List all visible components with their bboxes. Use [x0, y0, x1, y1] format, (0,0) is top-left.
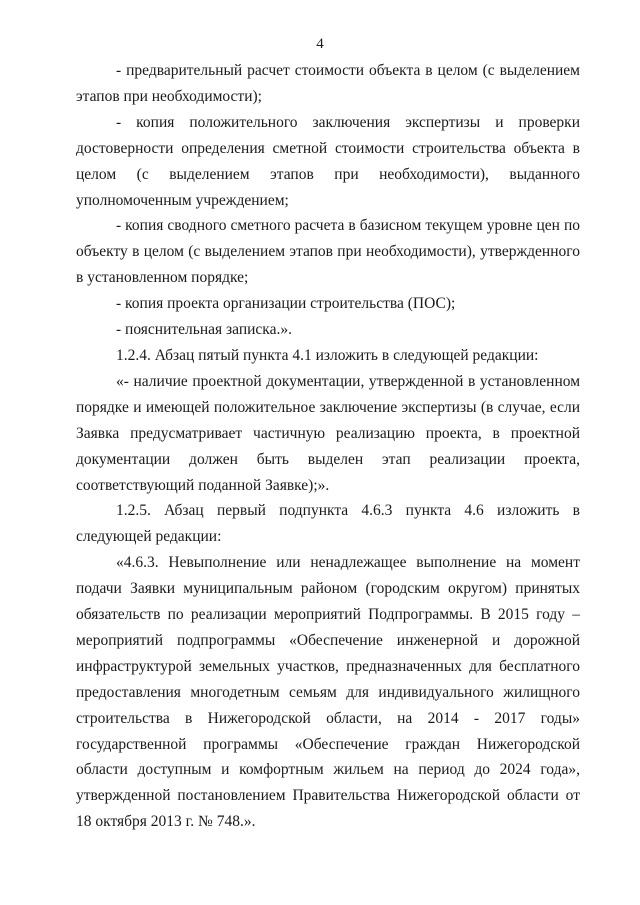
paragraph-pos-copy: - копия проекта организации строительства (ПОС);	[116, 295, 456, 313]
paragraph-cost-estimate: - предварительный расчет стоимости объекта в целом (с выделением этапов при необходимости);	[76, 62, 580, 105]
paragraph-expertise-copy: - копия положительного заключения экспертизы и проверки достоверности определения сметной стоимости строительства объекта в целом (с выделением этапов при необходимости), выданного уполномоченным учреждением;	[76, 113, 580, 209]
paragraph-amendment-1-2-4: 1.2.4. Абзац пятый пункта 4.1 изложить в следующей редакции:	[116, 346, 539, 364]
page-number: 4	[316, 36, 324, 52]
paragraph-4-6-3: «4.6.3. Невыполнение или ненадлежащее выполнение на момент подачи Заявки муниципальным районом (городским округом) принятых обязательств по реализации мероприятий Подпрограммы. В 2015 году – мероприятий подпрограммы «Обеспечение инженерной и дорожной инфраструктурой земельных участков, предназначенных для бесплатного предоставления многодетным семьям для индивидуального жилищного строительства в Нижегородской области, на 2014 - 2017 годы» государственной программы «Обеспечение граждан Нижегородской области доступным и комфортным жильем на период до 2024 года», утвержденной постановлением Правительства Нижегородской области от 18 октября 2013 г. № 748.».	[76, 554, 580, 831]
paragraph-explanatory-note: - пояснительная записка.».	[116, 321, 292, 339]
paragraph-project-documentation: «- наличие проектной документации, утвержденной в установленном порядке и имеющей положительное заключение экспертизы (в случае, если Заявка предусматривает частичную реализацию проекта, в проектной документации должен быть выделен этап реализации проекта, соответствующий поданной Заявке);».	[76, 372, 580, 494]
paragraph-summary-estimate-copy: - копия сводного сметного расчета в базисном текущем уровне цен по объекту в целом (с выделением этапов при необходимости), утвержденного в установленном порядке;	[76, 217, 580, 287]
paragraph-amendment-1-2-5: 1.2.5. Абзац первый подпункта 4.6.3 пункта 4.6 изложить в следующей редакции:	[76, 502, 580, 546]
document-body	[76, 58, 580, 835]
